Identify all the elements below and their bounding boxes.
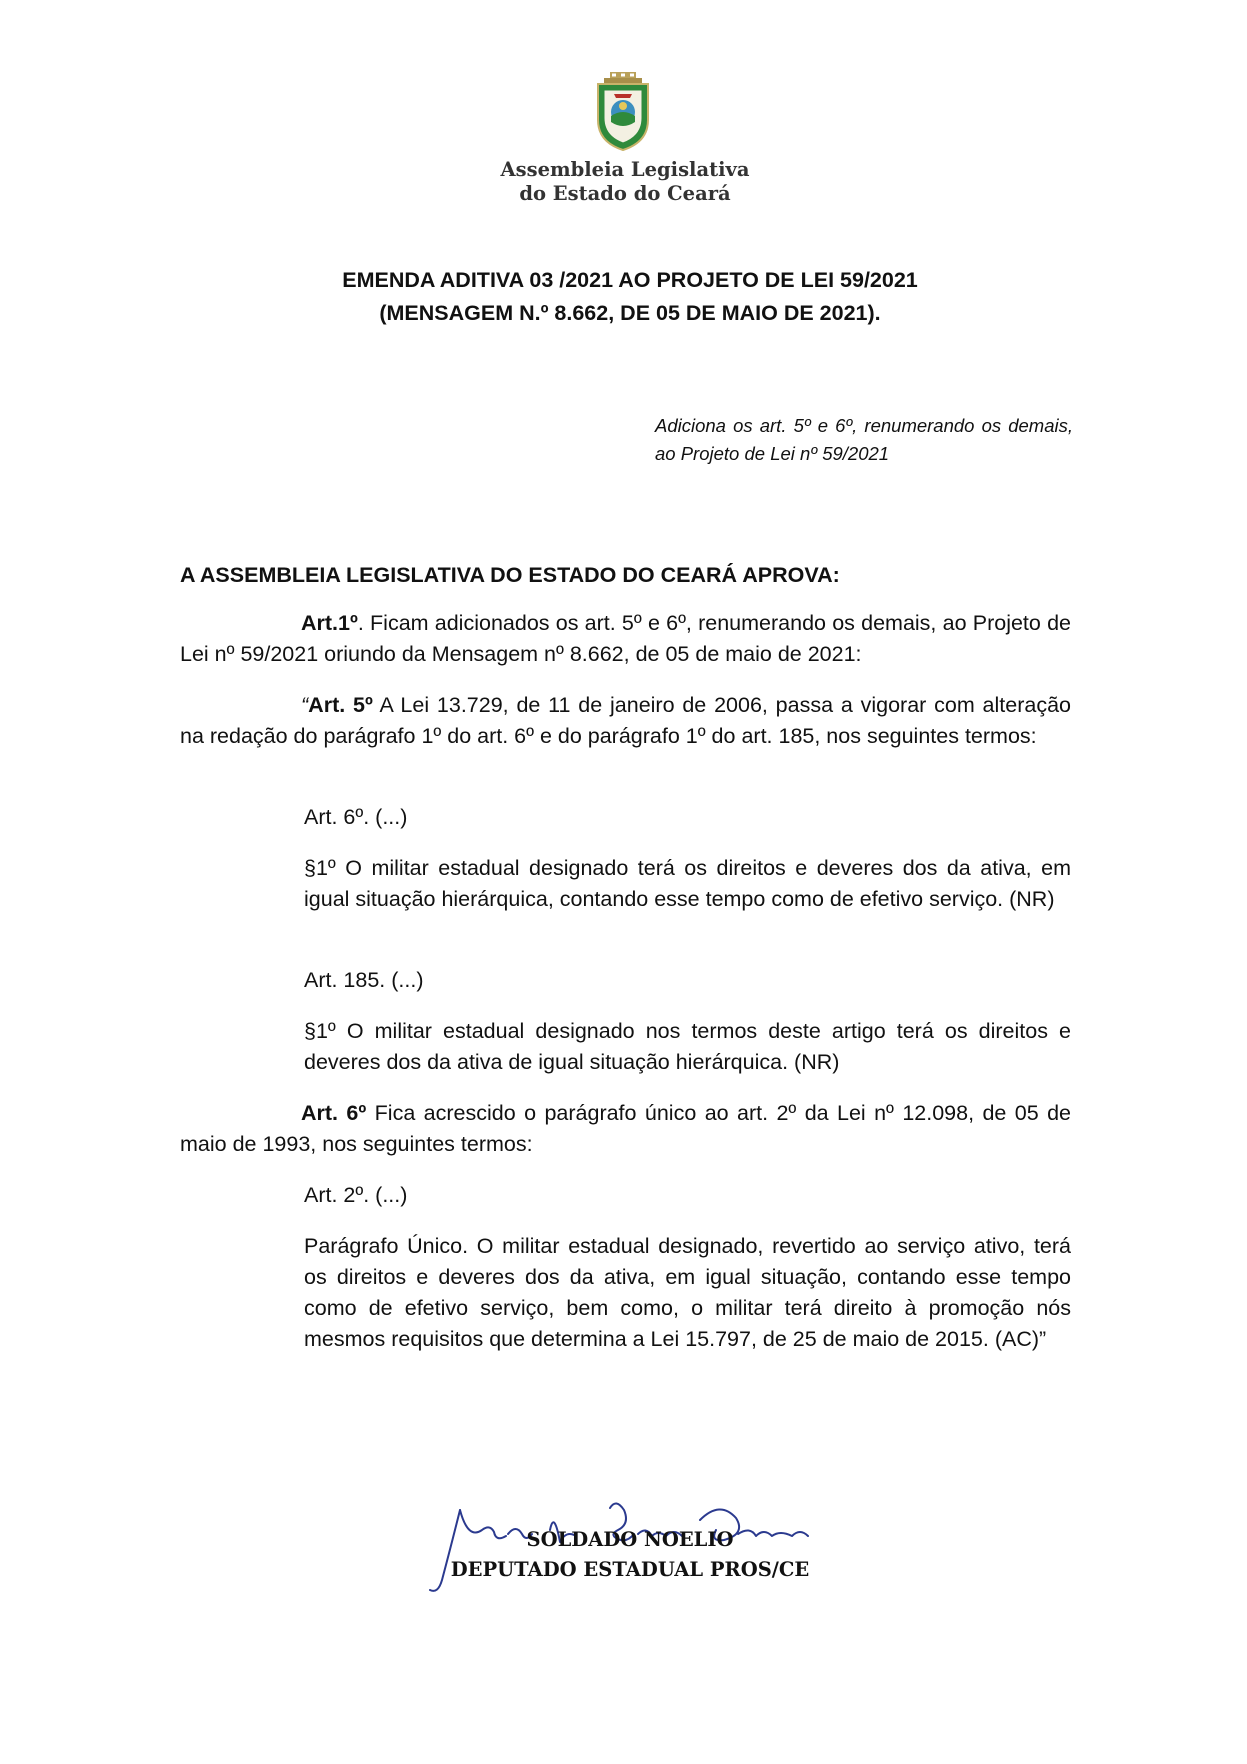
signatory-name: SOLDADO NOELIO bbox=[526, 1528, 734, 1551]
article-5 bbox=[180, 690, 1071, 752]
article-185-reference: Art. 185. (...) bbox=[304, 968, 424, 992]
document-title bbox=[180, 264, 1080, 330]
ementa: Adiciona os art. 5º e 6º, renumerando os demais, ao Projeto de Lei nº 59/2021 bbox=[655, 414, 1073, 464]
state-coat-of-arms-icon bbox=[594, 72, 652, 152]
signatory-role: DEPUTADO ESTADUAL PROS/CE bbox=[450, 1558, 810, 1581]
institution-line-2: do Estado do Ceará bbox=[519, 182, 731, 205]
article-1-label: Art.1º bbox=[301, 611, 358, 635]
article-6-reference: Art. 6º. (...) bbox=[304, 805, 408, 829]
article-1 bbox=[180, 608, 1071, 670]
article-5-label: Art. 5º bbox=[308, 693, 373, 717]
title-line-2: (MENSAGEM N.º 8.662, DE 05 DE MAIO DE 2021). bbox=[379, 301, 881, 325]
article-6-new bbox=[180, 1098, 1071, 1160]
article-6-new-label: Art. 6º bbox=[301, 1101, 367, 1125]
open-quote: “ bbox=[301, 693, 309, 717]
institution-name bbox=[480, 158, 770, 206]
article-185-paragraph-1: §1º O militar estadual designado nos termos deste artigo terá os direitos e deveres dos da ativa de igual situação hierárquica. (NR) bbox=[304, 1019, 1071, 1074]
title-line-1: EMENDA ADITIVA 03 /2021 AO PROJETO DE LEI 59/2021 bbox=[342, 268, 918, 292]
article-6-paragraph-1: §1º O militar estadual designado terá os direitos e deveres dos da ativa, em igual situação hierárquica, contando esse tempo como de efetivo serviço. (NR) bbox=[304, 856, 1071, 911]
approval-statement: A ASSEMBLEIA LEGISLATIVA DO ESTADO DO CEARÁ APROVA: bbox=[180, 563, 840, 587]
institution-line-1: Assembleia Legislativa bbox=[500, 158, 750, 181]
article-1-text: . Ficam adicionados os art. 5º e 6º, renumerando os demais, ao Projeto de Lei nº 59/2021 oriundo da Mensagem nº 8.662, de 05 de maio de 2021: bbox=[180, 611, 1071, 666]
article-6-new-text: Fica acrescido o parágrafo único ao art. 2º da Lei nº 12.098, de 05 de maio de 1993, nos seguintes termos: bbox=[180, 1101, 1072, 1156]
article-2-reference: Art. 2º. (...) bbox=[304, 1183, 408, 1207]
article-5-text: A Lei 13.729, de 11 de janeiro de 2006, passa a vigorar com alteração na redação do parágrafo 1º do art. 6º e do parágrafo 1º do art. 185, nos seguintes termos: bbox=[180, 693, 1072, 748]
article-2-sole-paragraph: Parágrafo Único. O militar estadual designado, revertido ao serviço ativo, terá os direitos e deveres dos da ativa, em igual situação, contando esse tempo como de efetivo serviço, bem como, o militar terá direito à promoção nós mesmos requisitos que determina a Lei 15.797, de 25 de maio de 2015. (AC)” bbox=[304, 1234, 1071, 1351]
